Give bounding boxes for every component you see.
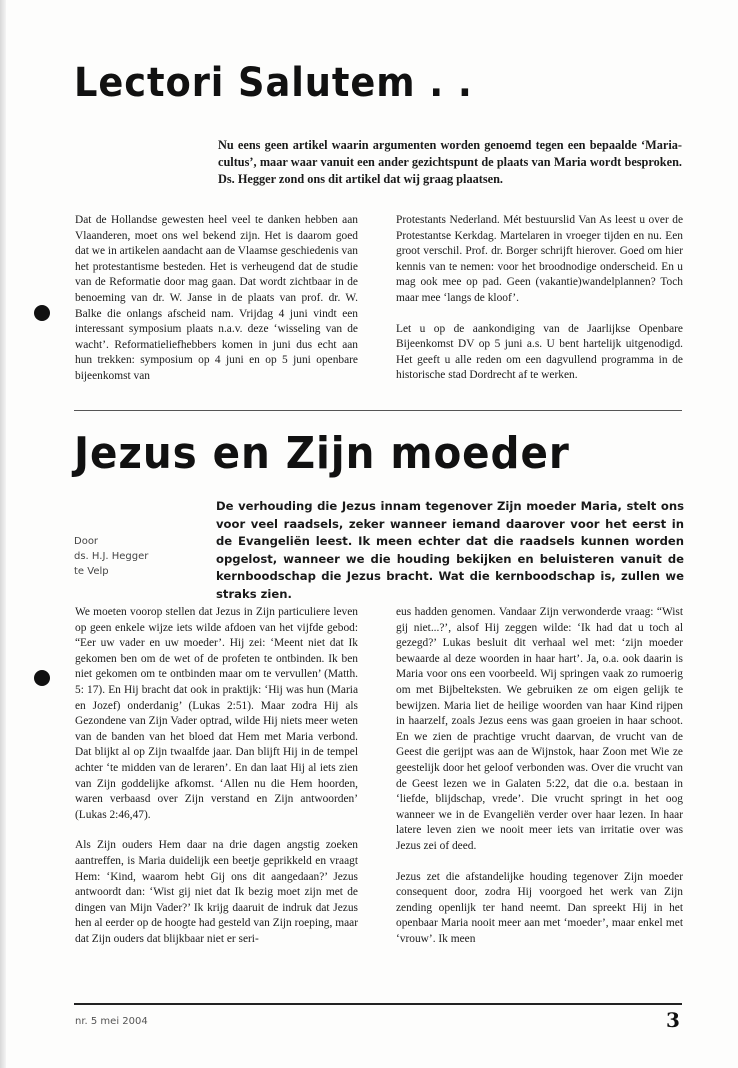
byline-location: te Velp [74,566,109,577]
footer-rule [74,1003,682,1005]
byline-author: ds. H.J. Hegger [74,551,149,562]
byline [74,534,204,579]
paragraph: eus hadden genomen. Vandaar Zijn verwonderde vraag: “Wist gij niet...?’, alsof Hij zeggen wilde: ‘Ik had dat u toch al gezegd?’ Lukas besluit dit verhaal wel met: ‘zijn moeder bewaarde al deze woorden in haar hart’. Ja, o.a. ook daarin is Maria voor ons een voorbeeld. Wij springen vaak zo rumoerig om met Bijbelteksten. We gebruiken ze om eigen gelijk te bewijzen. Maria liet de heilige woorden van haar Kind rijpen in haarzelf, zoals Jezus eens was gaan groeien in haar schoot. En we zien de prachtige vrucht daarvan, de vrucht van de Geest die gerijpt was aan de Wijnstok, haar Zoon met Wie ze geestelijk door het geloof verbonden was. Over die vrucht van de Geest lezen we in Galaten 5:22, dat die o.a. bestaan in ‘liefde, blijdschap, vrede’. Die vrucht springt in het oog wanneer we in de Evangeliën verder over haar lezen. In haar latere leven zien we nooit meer iets van irritatie over was Jezus zei of deed. [396,606,683,852]
issue-label: nr. 5 mei 2004 [75,1016,148,1027]
scan-edge [0,0,6,1068]
paragraph: Jezus zet die afstandelijke houding tegenover Zijn moeder consequent door, zodra Hij voorgoed het werk van Zijn zending openlijk ter hand neemt. Dan spreekt Hij in het openbaar Maria nooit meer aan met ‘moeder’, maar enkel met ‘vrouw’. Ik meen [396,870,683,945]
article1-column-left [75,213,358,400]
paragraph: Als Zijn ouders Hem daar na drie dagen angstig zoeken aantreffen, is Maria duidelijk een beetje geprikkeld en vraagt Hem: ‘Kind, waarom hebt Gij ons dit aangedaan?’ Jezus antwoordt dan: ‘Wist gij niet dat Ik bezig moet zijn met de dingen van Mijn Vader?’ Ik krijg daaruit de indruk dat Jezus hen al eerder op de hoogte had gesteld van Zijn roeping, maar dat Zijn ouders dat blijkbaar niet er seri- [75,839,358,945]
article2-column-right [396,605,683,962]
article1-title: Lectori Salutem . . [74,60,473,106]
punch-hole [34,670,50,686]
article1-lead: Nu eens geen artikel waarin argumenten worden genoemd tegen een bepaalde ‘Maria-cultus’, maar waar vanuit een ander gezichtspunt de plaats van Maria wordt besproken. Ds. Hegger zond ons dit artikel dat wij graag plaatsen. [218,138,682,186]
article2-lead: De verhouding die Jezus innam tegenover Zijn moeder Maria, stelt ons voor veel raadsels, zeker wanneer iemand daarover voor het eerst in de Evangeliën leest. Ik meen echter dat die raadsels kunnen worden opgelost, wanneer we die houding bekijken en beluisteren vanuit de kernboodschap die Jezus bracht. Wat die kernboodschap is, zullen we straks zien. [216,499,684,601]
article2-column-left [75,605,358,962]
paragraph: Protestants Nederland. Mét bestuurslid Van As leest u over de Protestantse Kerkdag. Martelaren in vroeger tijden en nu. Een groot verschil. Prof. dr. Borger schrijft hierover. Goed om hier kennis van te nemen: voor het broodnodige onderscheid. En u mag ook mee op pad. Geen (vakantie)wandelplannen? Toch maar mee ‘langs de kloof’. [396,214,683,304]
paragraph: Dat de Hollandse gewesten heel veel te danken hebben aan Vlaanderen, moet ons wel bekend zijn. Het is daarom goed dat we in artikelen aandacht aan de Vlaamse geschiedenis van het protestantisme besteden. Het is verheugend dat de studie van de Reformatie door mag gaan. Dat wordt zichtbaar in de benoeming van dr. W. Janse in de plaats van prof. dr. W. Balke die onlangs afscheid nam. Vrijdag 4 juni vindt een interessant symposium plaats n.a.v. deze ‘wisseling van de wacht’. Reformatieliefhebbers komen in juni dus echt aan hun trekken: symposium op 4 juni en op 5 juni openbare bijeenkomst van [75,214,358,382]
paragraph: We moeten voorop stellen dat Jezus in Zijn particuliere leven op geen enkele wijze iets wilde afdoen van het vijfde gebod: “Eer uw vader en uw moeder’. Hij zei: ‘Meent niet dat Ik gekomen ben om de wet of de profeten te ontbinden. Ik ben niet gekomen om te ontbinden maar om te vervullen’ (Matth. 5: 17). En Hij bracht dat ook in praktijk: ‘Hij was hun (Maria en Jozef) onderdanig’ (Lukas 2:51). Maar zodra Hij als Gezondene van Zijn Vader optrad, wilde Hij niets meer weten van de banden van het bloed dat Hem met Maria verbond. Dat blijkt al op Zijn twaalfde jaar. Dan blijft Hij in de tempel achter ‘te midden van de leraren’. En dan laat Hij al iets zien van Zijn goddelijke afkomst. ‘Allen nu die Hem hoorden, waren verbaasd over Zijn verstand en Zijn antwoorden’ (Lukas 2:46,47). [75,606,358,821]
article2-title: Jezus en Zijn moeder [74,428,570,479]
punch-hole [34,305,50,321]
page-number: 3 [666,1008,680,1032]
paragraph: Let u op de aankondiging van de Jaarlijkse Openbare Bijeenkomst DV op 5 juni a.s. U bent hartelijk uitgenodigd. Het geeft u alle reden om een dagvullend programma in de historische stad Dordrecht af te werken. [396,322,683,382]
section-divider [74,410,682,411]
byline-line: Door [74,536,99,547]
article1-column-right [396,213,683,399]
